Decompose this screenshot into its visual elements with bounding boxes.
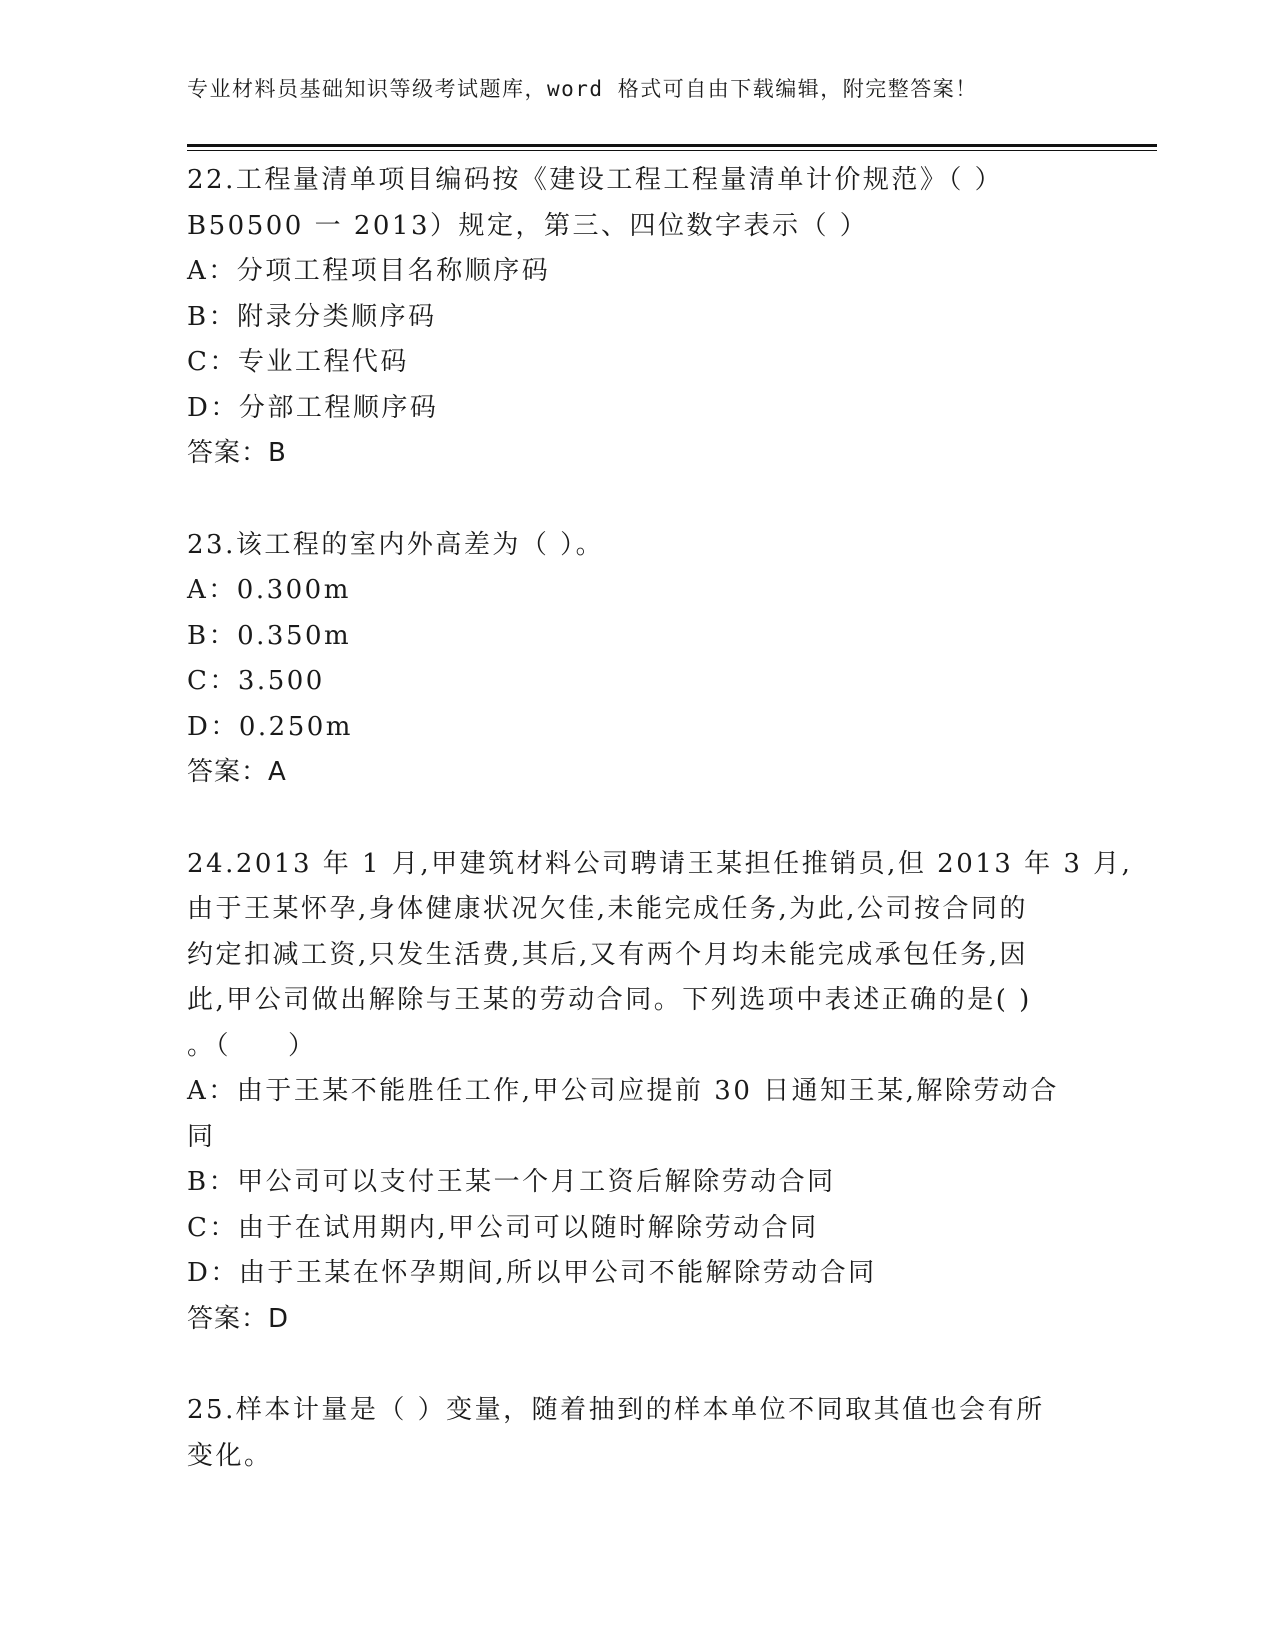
header-rule-thin [187, 150, 1157, 151]
option-a: A：分项工程项目名称顺序码 [187, 256, 551, 286]
option-d: D：由于王某在怀孕期间,所以甲公司不能解除劳动合同 [187, 1258, 877, 1288]
question-stem-line: 。（ ） [187, 1030, 317, 1061]
question-24 [187, 842, 1133, 1343]
option-b: B：甲公司可以支付王某一个月工资后解除劳动合同 [187, 1167, 836, 1197]
answer-key: 答案：D [187, 1303, 290, 1334]
option-c: C：3.500 [187, 666, 325, 696]
option-c: C：由于在试用期内,甲公司可以随时解除劳动合同 [187, 1212, 819, 1243]
question-stem-line: 由于王某怀孕,身体健康状况欠佳,未能完成任务,为此,公司按合同的 [187, 894, 1029, 924]
question-stem-line: 23.该工程的室内外高差为（ ）。 [187, 529, 605, 560]
question-stem-line: 约定扣减工资,只发生活费,其后,又有两个月均未能完成承包任务,因 [187, 939, 1029, 970]
page-header: 专业材料员基础知识等级考试题库，word 格式可自由下载编辑，附完整答案！ [187, 77, 978, 101]
option-b: B：0.350m [187, 620, 352, 651]
question-list [187, 158, 1133, 1525]
question-23 [187, 523, 1087, 796]
answer-key: 答案：B [187, 438, 287, 468]
question-stem-line: B50500 一 2013）规定，第三、四位数字表示（ ） [187, 210, 869, 241]
option-a: A：由于王某不能胜任工作,甲公司应提前 30 日通知王某,解除劳动合 [187, 1076, 1059, 1106]
question-22 [187, 158, 1087, 477]
question-stem-line: 变化。 [187, 1440, 273, 1471]
option-a-continued: 同 [187, 1121, 216, 1152]
option-d: D：0.250m [187, 711, 353, 742]
option-c: C：专业工程代码 [187, 347, 409, 377]
option-a: A：0.300m [187, 575, 351, 605]
option-d: D：分部工程顺序码 [187, 392, 439, 423]
header-rule-thick [187, 144, 1157, 147]
question-stem-line: 22.工程量清单项目编码按《建设工程工程量清单计价规范》（ ） [187, 165, 1004, 195]
question-stem-line: 24.2013 年 1 月,甲建筑材料公司聘请王某担任推销员,但 2013 年 3 月, [187, 848, 1133, 879]
question-stem-line: 此,甲公司做出解除与王某的劳动合同。下列选项中表述正确的是( ) [187, 985, 1032, 1015]
option-b: B：附录分类顺序码 [187, 301, 437, 332]
question-25 [187, 1388, 1087, 1479]
question-stem-line: 25.样本计量是（ ）变量，随着抽到的样本单位不同取其值也会有所 [187, 1395, 1045, 1425]
answer-key: 答案：A [187, 757, 287, 787]
